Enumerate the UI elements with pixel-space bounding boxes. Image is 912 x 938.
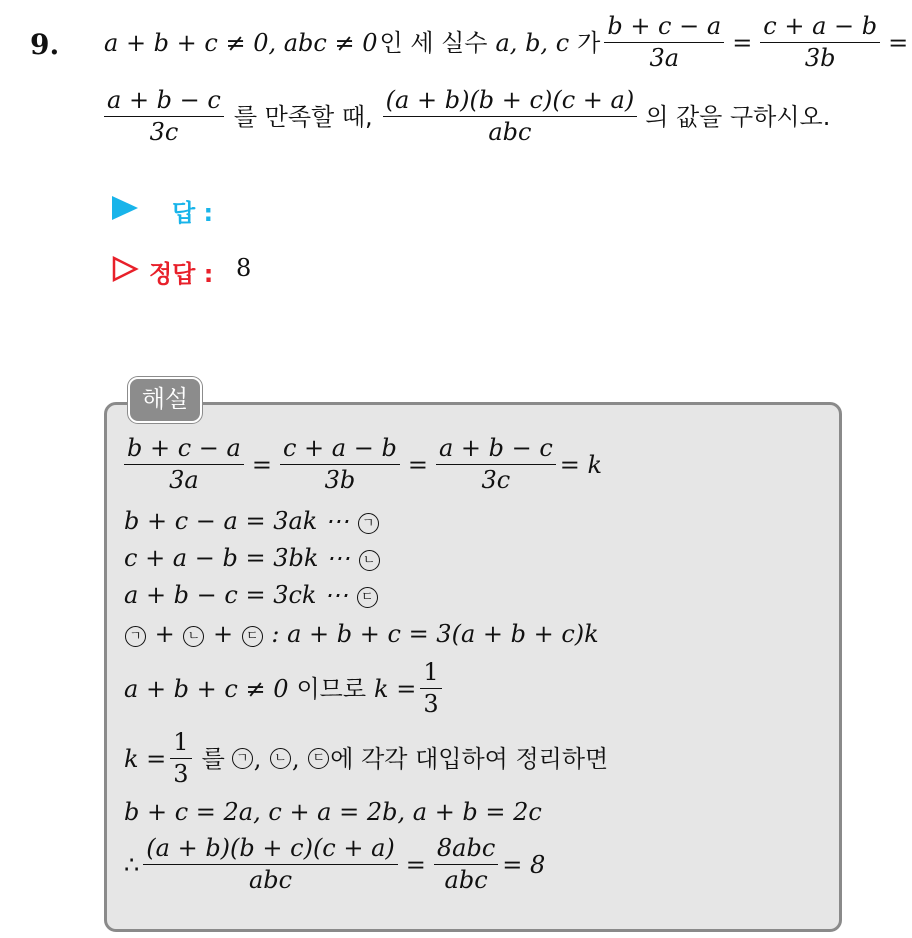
final-fraction-2-denominator: abc [444, 866, 488, 895]
circled-giyeok-mark: ㄱ [358, 513, 379, 534]
problem-line-1 [104, 14, 912, 71]
therefore-symbol: ∴ [124, 850, 140, 879]
circled-giyeok-mark: ㄱ [125, 626, 146, 647]
k-equals: k = [124, 744, 167, 773]
equation-b-text: c + a − b = 3bk ⋯ [124, 544, 358, 572]
equals-sign: = [888, 28, 909, 57]
explanation-line-4 [124, 580, 379, 610]
final-fraction-1-numerator: (a + b)(b + c)(c + a) [143, 836, 398, 865]
equals-sign: = [407, 450, 428, 479]
explanation-line-8: b + c = 2a, c + a = 2b, a + b = 2c [124, 798, 542, 826]
target-numerator: (a + b)(b + c)(c + a) [383, 88, 638, 117]
one-third-fraction [420, 660, 441, 717]
fraction-3-numerator: a + b − c [104, 88, 224, 117]
circled-digeut-mark: ㄷ [242, 626, 263, 647]
therefore-word: 이므로 [296, 674, 367, 703]
equals-sign: = [251, 450, 272, 479]
explanation-line-5: ㄱ + ㄴ + ㄷ : a + b + c = 3(a + b + c)k [124, 619, 599, 649]
exp-fraction-3-numerator: a + b − c [436, 436, 556, 465]
explanation-tag: 해설 [128, 377, 202, 423]
exp-fraction-1-denominator: 3a [169, 466, 199, 495]
outline-triangle-icon [112, 256, 138, 282]
final-fraction-1 [143, 836, 398, 893]
equals-sign: = [405, 850, 426, 879]
circled-digeut-mark: ㄷ [357, 587, 378, 608]
final-fraction-2-numerator: 8abc [434, 836, 498, 865]
equals-sign: = [732, 28, 753, 57]
final-fraction-2 [434, 836, 498, 893]
final-fraction-1-denominator: abc [248, 866, 293, 895]
fraction-3-denominator: 3c [149, 118, 179, 147]
substitute-text: 에 각각 대입하여 정리하면 [330, 744, 609, 773]
answer-label: 답 : [172, 199, 214, 227]
explanation-line-9 [124, 836, 545, 893]
fraction-2 [760, 14, 880, 71]
explanation-line-1 [124, 436, 602, 493]
exp-fraction-3 [436, 436, 556, 493]
problem-number: 9. [30, 28, 60, 61]
fraction-3 [104, 88, 224, 145]
sum-equation-text: : a + b + c = 3(a + b + c)k [263, 620, 599, 648]
circled-giyeok-mark: ㄱ [232, 748, 253, 769]
variables: a, b, c [495, 28, 570, 57]
one-third-fraction [170, 730, 191, 787]
fraction-2-numerator: c + a − b [760, 14, 880, 43]
fraction-1-numerator: b + c − a [604, 14, 724, 43]
explanation-line-3 [124, 543, 381, 573]
explanation-line-6 [124, 660, 446, 717]
final-result: = 8 [502, 850, 546, 879]
satisfy-text: 를 만족할 때, [233, 102, 373, 131]
equation-c-text: a + b − c = 3ck ⋯ [124, 581, 356, 609]
explanation-line-2 [124, 506, 380, 536]
k-equals: k = [374, 674, 417, 703]
problem-line-2 [104, 88, 830, 145]
correct-answer-label: 정답 : [149, 260, 214, 288]
exp-fraction-1 [124, 436, 244, 493]
circled-digeut-mark: ㄷ [308, 748, 329, 769]
target-fraction [383, 88, 638, 145]
condition: a + b + c ≠ 0, abc ≠ 0 [104, 28, 378, 57]
exp-fraction-2-numerator: c + a − b [280, 436, 400, 465]
exp-fraction-2-denominator: 3b [324, 466, 356, 495]
target-denominator: abc [488, 118, 532, 147]
play-triangle-icon [112, 196, 138, 220]
equation-a-text: b + c − a = 3ak ⋯ [124, 507, 357, 535]
one-third-denominator: 3 [423, 690, 439, 719]
particle-ga: 가 [577, 28, 601, 57]
correct-answer-value: 8 [236, 254, 252, 282]
circled-nieun-mark: ㄴ [270, 748, 291, 769]
exp-fraction-1-numerator: b + c − a [124, 436, 244, 465]
exp-fraction-2 [280, 436, 400, 493]
circled-nieun-mark: ㄴ [183, 626, 204, 647]
nonzero-condition: a + b + c ≠ 0 [124, 674, 289, 703]
exp-line-1-rhs: = k [559, 450, 603, 479]
exp-fraction-3-denominator: 3c [481, 466, 511, 495]
fraction-1 [604, 14, 724, 71]
fraction-1-denominator: 3a [649, 44, 680, 73]
one-third-numerator: 1 [170, 730, 191, 759]
fraction-2-denominator: 3b [804, 44, 836, 73]
one-third-numerator: 1 [420, 660, 441, 689]
particle-reul: 를 [201, 744, 225, 773]
circled-nieun-mark: ㄴ [359, 550, 380, 571]
condition-suffix: 인 세 실수 [379, 28, 488, 57]
one-third-denominator: 3 [173, 760, 189, 789]
explanation-line-7: k = $\frac{1}{3}$ 를 ㄱ , ㄴ , ㄷ 에 각각 대입하여 정리하면 [124, 728, 609, 789]
ask-text: 의 값을 구하시오. [645, 102, 831, 131]
